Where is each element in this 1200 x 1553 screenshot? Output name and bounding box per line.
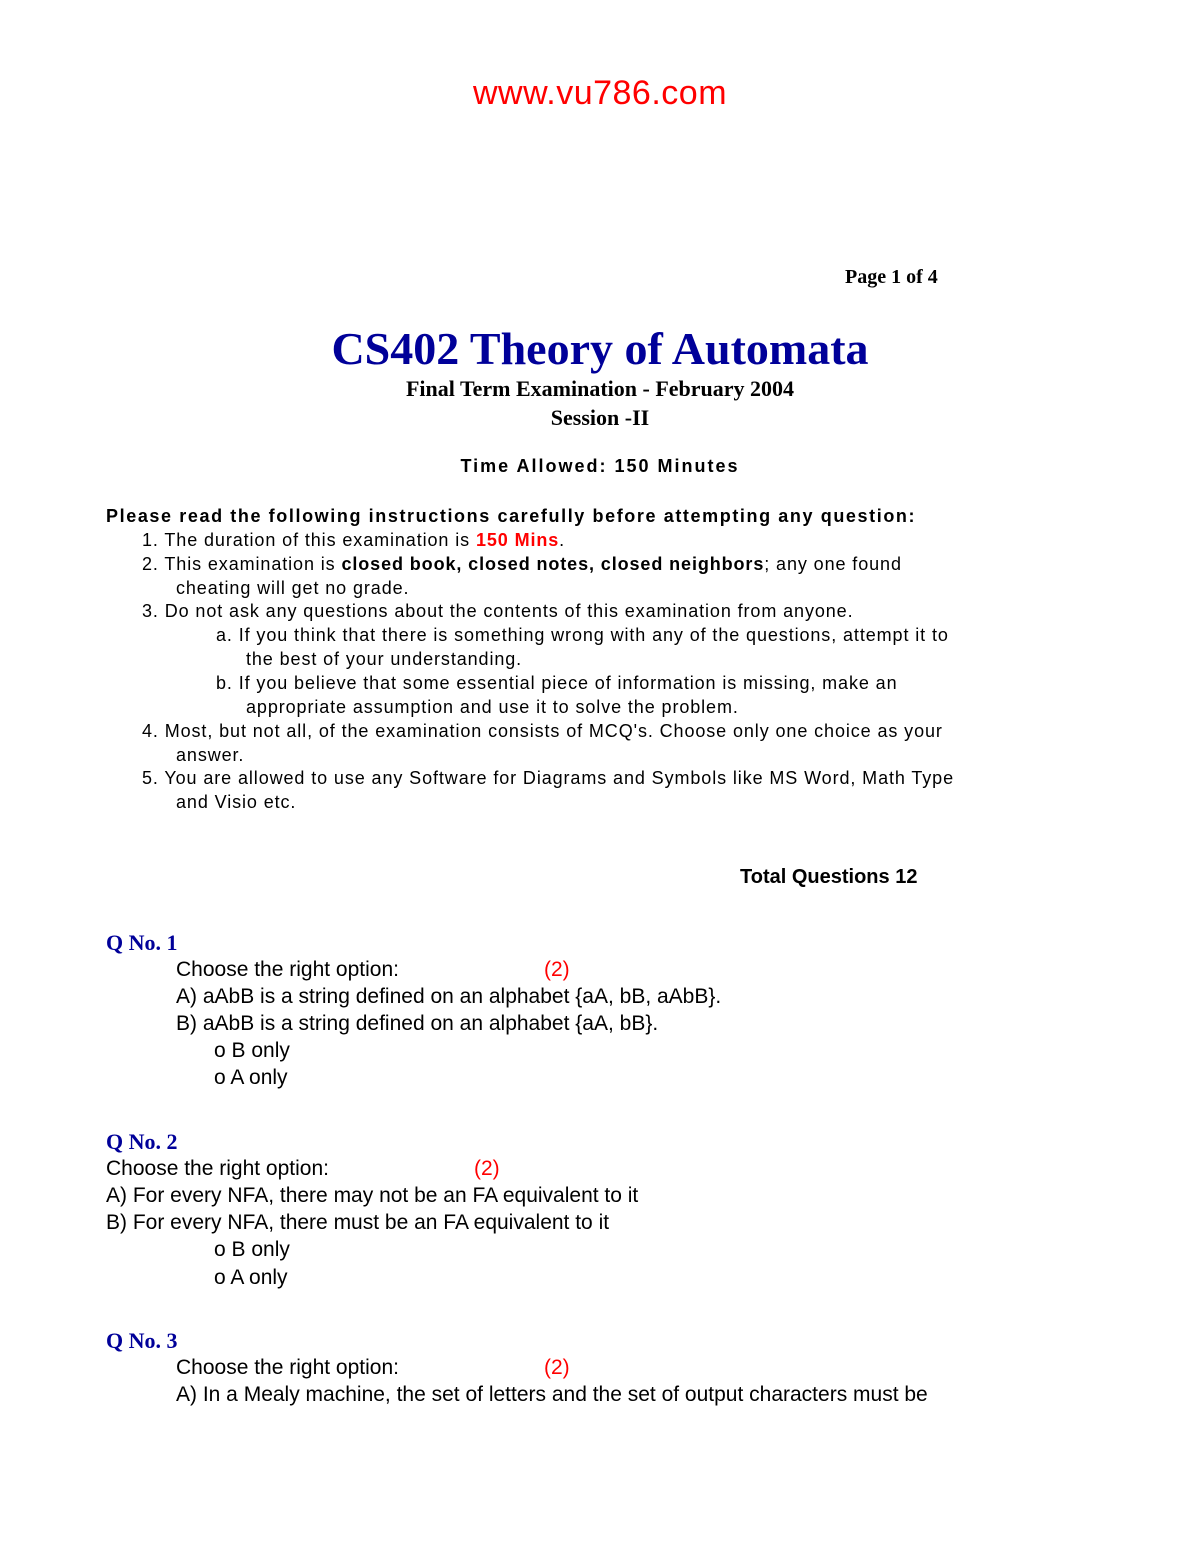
- instruction-4-continuation: answer.: [176, 745, 245, 765]
- question-2-prompt: Choose the right option:: [106, 1157, 329, 1180]
- exam-subtitle: Final Term Examination - February 2004: [405, 376, 795, 401]
- question-2-statement-b: B) For every NFA, there must be an FA equivalent to it: [106, 1211, 610, 1234]
- instruction-1-duration: 150 Mins: [475, 530, 560, 550]
- question-1-option-1[interactable]: o B only: [214, 1039, 290, 1062]
- question-2-option-2[interactable]: o A only: [214, 1266, 288, 1289]
- instruction-3b-continuation: appropriate assumption and use it to solve the problem.: [246, 697, 739, 717]
- question-1-statement-b: B) aAbB is a string defined on an alphabet {aA, bB}.: [176, 1012, 659, 1035]
- instruction-2-continuation: cheating will get no grade.: [176, 578, 410, 598]
- instruction-1: [142, 530, 565, 551]
- instruction-2-bold: closed book, closed notes, closed neighbors: [341, 554, 765, 574]
- question-2-marks: (2): [474, 1157, 500, 1180]
- question-3-heading: Q No. 3: [106, 1328, 178, 1353]
- question-3-prompt: Choose the right option:: [176, 1356, 399, 1379]
- question-1-option-2[interactable]: o A only: [214, 1066, 288, 1089]
- exam-session: Session -II: [550, 405, 650, 430]
- instruction-5: 5. You are allowed to use any Software for Diagrams and Symbols like MS Word, Math Type: [142, 768, 955, 788]
- instruction-1-text: 1. The duration of this examination is: [142, 530, 476, 550]
- instruction-4: 4. Most, but not all, of the examination consists of MCQ's. Choose only one choice as your: [142, 721, 943, 741]
- time-allowed: Time Allowed: 150 Minutes: [460, 456, 740, 476]
- question-1-prompt: Choose the right option:: [176, 958, 399, 981]
- question-3-marks: (2): [544, 1356, 570, 1379]
- question-3-statement-a: A) In a Mealy machine, the set of letters and the set of output characters must be: [176, 1383, 928, 1406]
- question-1-marks: (2): [544, 958, 570, 981]
- instructions-heading: Please read the following instructions carefully before attempting any question:: [106, 506, 917, 526]
- question-1-statement-a: A) aAbB is a string defined on an alphabet {aA, bB, aAbB}.: [176, 985, 722, 1008]
- question-2-statement-a: A) For every NFA, there may not be an FA equivalent to it: [106, 1184, 639, 1207]
- instruction-5-continuation: and Visio etc.: [176, 792, 297, 812]
- instruction-3: 3. Do not ask any questions about the contents of this examination from anyone.: [142, 601, 854, 621]
- question-2-option-1[interactable]: o B only: [214, 1238, 290, 1261]
- instruction-2-end: ; any one found: [764, 554, 902, 574]
- instruction-3a-continuation: the best of your understanding.: [246, 649, 523, 669]
- site-url: www.vu786.com: [472, 74, 728, 112]
- instruction-3b: b. If you believe that some essential piece of information is missing, make an: [216, 673, 898, 693]
- question-2-heading: Q No. 2: [106, 1129, 178, 1154]
- exam-title: CS402 Theory of Automata: [331, 323, 869, 374]
- page-number: Page 1 of 4: [845, 266, 938, 288]
- instruction-1-end: .: [559, 530, 566, 550]
- question-1-heading: Q No. 1: [106, 930, 178, 955]
- total-questions: Total Questions 12: [740, 866, 918, 888]
- instruction-2: [142, 554, 902, 575]
- instruction-2-text: 2. This examination is: [142, 554, 342, 574]
- instruction-3a: a. If you think that there is something wrong with any of the questions, attempt it to: [216, 625, 949, 645]
